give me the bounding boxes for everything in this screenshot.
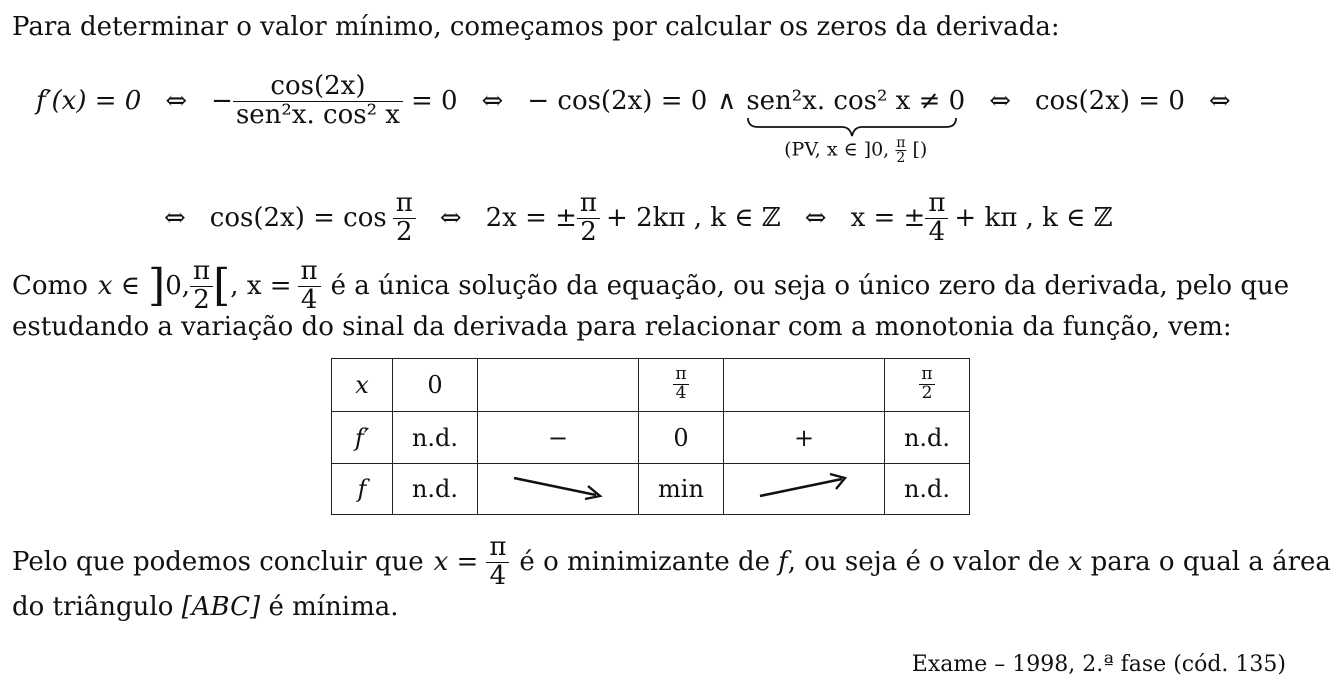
table-cell: n.d.: [393, 464, 478, 515]
frac-den: 4: [300, 284, 318, 315]
table-row: [332, 464, 970, 515]
concl-x: x: [1067, 547, 1083, 577]
frac-num: π: [486, 534, 509, 562]
eq1-step3: cos(2x) = 0: [1034, 86, 1185, 116]
eq1-step2: − cos(2x) = 0: [527, 86, 708, 116]
como-text: Como: [12, 271, 88, 301]
increasing-arrow-icon: [754, 471, 854, 501]
iff-symbol: ⇔: [481, 86, 504, 116]
pi-over-4-fraction: [925, 190, 948, 246]
intro-text: Para determinar o valor mínimo, começamos por calcular os zeros da derivada:: [12, 12, 1060, 42]
underbrace-icon: [746, 116, 958, 138]
conclusion-line-2: [12, 592, 399, 622]
frac-den: 4: [928, 216, 946, 247]
frac-den: 2: [395, 216, 413, 247]
concl-line2-a: do triângulo: [12, 592, 174, 622]
eq2-part-d: x = ±: [850, 203, 926, 233]
concl-part-a: Pelo que podemos concluir que: [12, 547, 424, 577]
eq2-part-b: 2x = ±: [485, 203, 577, 233]
eq2-part-a: cos(2x) = cos: [209, 203, 387, 233]
frac-den: 4: [489, 560, 507, 591]
table-cell: 0: [393, 359, 478, 412]
eq1-lhs: f′(x) = 0: [36, 86, 142, 116]
frac-den: 2: [193, 284, 210, 315]
concl-part-c: , ou seja é o valor de: [787, 547, 1060, 577]
brace-note-suffix: [): [912, 138, 928, 161]
concl-f: f: [778, 547, 788, 577]
fraction-denominator: sen²x. cos² x: [235, 99, 400, 130]
table-cell-decreasing: [478, 464, 639, 515]
interval-zero: 0,: [165, 271, 191, 301]
table-cell: f: [332, 464, 393, 515]
table-cell: n.d.: [393, 412, 478, 464]
frac-num: π: [925, 190, 948, 218]
brace-note: [784, 136, 927, 165]
derivative-fraction: [233, 73, 403, 129]
exam-reference: Exame – 1998, 2.ª fase (cód. 135): [911, 652, 1286, 677]
iff-symbol: ⇔: [165, 86, 188, 116]
x-in-text: x ∈: [97, 271, 141, 301]
table-cell: n.d.: [885, 464, 970, 515]
concl-part-b: é o minimizante de: [519, 547, 771, 577]
frac-num: π: [393, 190, 416, 218]
table-cell: x: [332, 359, 393, 412]
open-bracket: ]: [148, 260, 166, 311]
concl-x-equals: x =: [433, 547, 479, 577]
and-symbol: ∧: [717, 86, 737, 116]
close-bracket: [: [213, 260, 231, 311]
table-cell: n.d.: [885, 412, 970, 464]
frac-num: π: [190, 258, 213, 286]
iff-symbol: ⇔: [164, 203, 186, 233]
concl-part-d: para o qual a área: [1090, 547, 1331, 577]
pi-over-4-fraction: [486, 534, 509, 590]
concl-abc: [ABC]: [181, 592, 261, 622]
brace-note-den: 2: [896, 150, 906, 166]
iff-symbol: ⇔: [439, 203, 462, 233]
pi-over-2-fraction: [393, 190, 416, 246]
iff-symbol: ⇔: [804, 203, 827, 233]
table-cell-pi-over-4: [639, 359, 724, 412]
iff-symbol: ⇔: [989, 86, 1011, 116]
frac-num: π: [577, 190, 600, 218]
frac-den: 4: [675, 382, 687, 403]
table-row: [332, 412, 970, 464]
brace-note-fraction: [895, 136, 906, 165]
paragraph-2-line-1: [12, 254, 1289, 318]
table-cell-pi-over-2: [885, 359, 970, 412]
table-cell: +: [724, 412, 885, 464]
frac-num: π: [675, 364, 687, 385]
brace-expression: sen²x. cos² x ≠ 0: [746, 86, 966, 116]
minus-sign: −: [211, 86, 233, 116]
equals-zero: = 0: [410, 86, 458, 116]
table-cell: 0: [639, 412, 724, 464]
conclusion-line-1: [12, 530, 1331, 594]
table-cell: [478, 359, 639, 412]
frac-num: π: [298, 258, 321, 286]
pi-over-2-fraction: [190, 258, 213, 314]
pi-over-4-fraction: [298, 258, 321, 314]
pi-over-2-fraction: [577, 190, 600, 246]
sign-variation-table: [331, 358, 970, 515]
table-cell-increasing: [724, 464, 885, 515]
table-cell: −: [478, 412, 639, 464]
fraction-numerator: cos(2x): [233, 73, 403, 101]
brace-note-num: π: [896, 135, 906, 151]
decreasing-arrow-icon: [508, 471, 608, 501]
x-equals-text: , x =: [230, 271, 292, 301]
frac-den: 2: [921, 382, 933, 403]
para2-rest: é a única solução da equação, ou seja o único zero da derivada, pelo que: [330, 271, 1290, 301]
underbrace-group: [746, 86, 966, 166]
eq2-part-e: + kπ , k ∈ ℤ: [954, 203, 1113, 233]
frac-num: π: [921, 364, 933, 385]
equation-line-1: [36, 66, 1231, 166]
eq2-part-c: + 2kπ , k ∈ ℤ: [606, 203, 781, 233]
table-cell: min: [639, 464, 724, 515]
table-cell: f′: [332, 412, 393, 464]
frac-den: 2: [580, 216, 597, 247]
equation-line-2: [164, 186, 1113, 250]
table-row: [332, 359, 970, 412]
iff-symbol: ⇔: [1208, 86, 1231, 116]
concl-line2-b: é mínima.: [268, 592, 399, 622]
brace-note-prefix: (PV, x ∈ ]0,: [784, 138, 890, 161]
table-cell: [724, 359, 885, 412]
paragraph-2-line-2: estudando a variação do sinal da derivada para relacionar com a monotonia da função, vem:: [12, 312, 1232, 342]
